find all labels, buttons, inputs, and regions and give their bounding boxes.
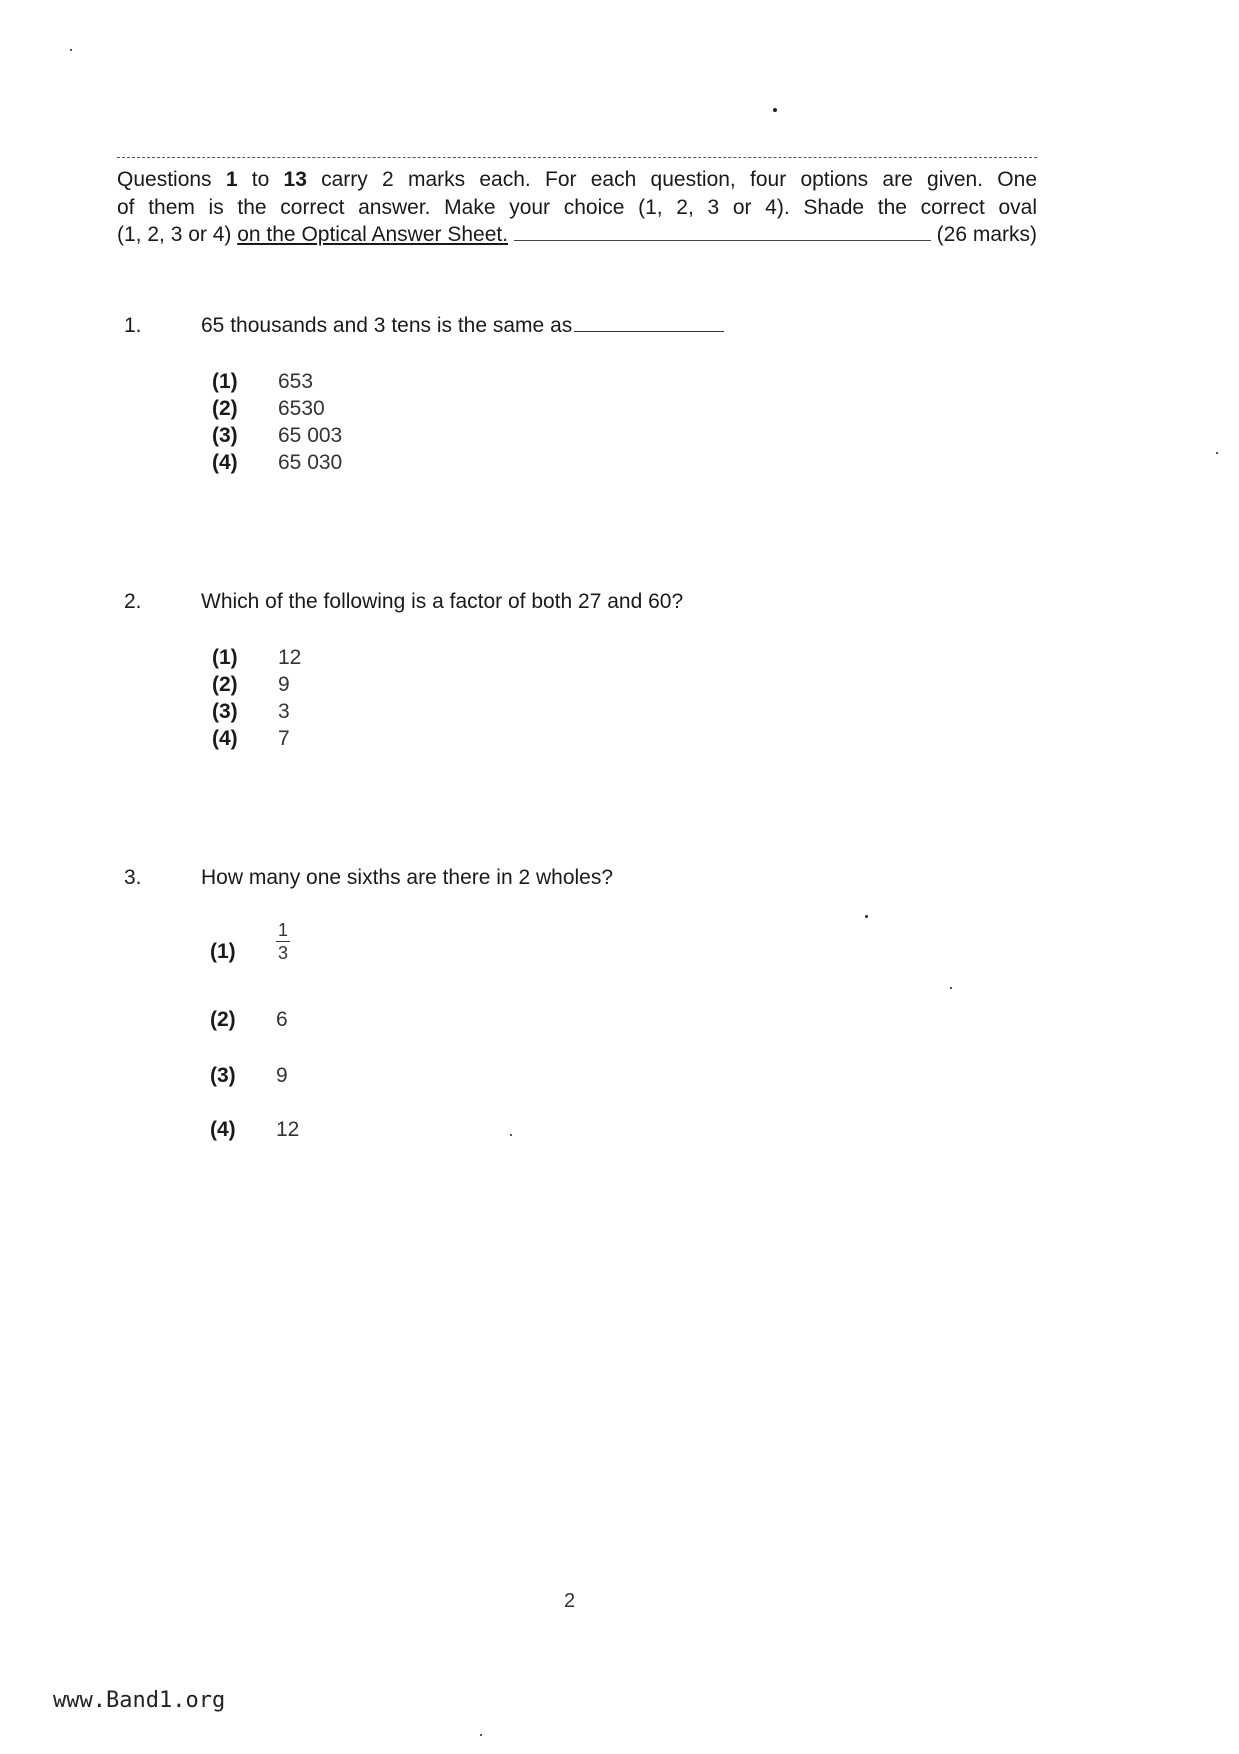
fill-rule xyxy=(514,240,931,241)
instructions-block xyxy=(117,157,1037,249)
instructions-line-2: of them is the correct answer. Make your choice (1, 2, 3 or 4). Shade the correct oval xyxy=(117,195,1037,219)
scan-speck xyxy=(510,1134,512,1136)
question-text xyxy=(201,314,724,338)
option-value: 9 xyxy=(278,673,290,696)
fraction-value xyxy=(276,920,290,963)
scan-speck xyxy=(1216,452,1218,454)
fraction-bar xyxy=(276,941,290,942)
instructions-bold-number: 13 xyxy=(283,168,307,191)
option-label: (3) xyxy=(210,1064,236,1087)
option-value: 7 xyxy=(278,727,290,750)
option-label: (4) xyxy=(210,1118,236,1141)
option-value: 6530 xyxy=(278,397,325,420)
instructions-underlined-text: on the Optical Answer Sheet. xyxy=(237,223,509,246)
option-label: (4) xyxy=(212,727,238,750)
scan-speck xyxy=(70,49,72,51)
option-value: 12 xyxy=(276,1118,300,1141)
top-rule xyxy=(117,157,1037,158)
option-label: (3) xyxy=(212,700,238,723)
instructions-line-3 xyxy=(117,221,1037,249)
option-label: (1) xyxy=(212,646,238,669)
instructions-text: (1, 2, 3 or 4) xyxy=(117,223,238,246)
option-value: 6 xyxy=(276,1008,288,1031)
option-label: (3) xyxy=(212,424,238,447)
marks-label: (26 marks) xyxy=(936,223,1037,246)
option-value: 653 xyxy=(278,370,314,393)
instructions-text: carry 2 marks each. For each question, four options are given. One xyxy=(306,168,1037,191)
scan-speck xyxy=(480,1734,482,1736)
option-value: 65 030 xyxy=(278,451,343,474)
scan-speck xyxy=(865,915,868,918)
fraction-denominator: 3 xyxy=(277,943,288,963)
fraction-numerator: 1 xyxy=(277,920,288,940)
instructions-text: Questions xyxy=(117,168,226,191)
question-number: 3. xyxy=(124,866,142,889)
option-value: 3 xyxy=(278,700,290,723)
option-label: (2) xyxy=(210,1008,236,1031)
scan-speck xyxy=(773,108,777,112)
option-value: 12 xyxy=(278,646,302,669)
option-label: (2) xyxy=(212,397,238,420)
answer-blank xyxy=(574,330,724,332)
option-label: (1) xyxy=(210,940,236,963)
instructions-line-1 xyxy=(117,166,1037,194)
option-label: (4) xyxy=(212,451,238,474)
instructions-text: to xyxy=(237,168,284,191)
question-text-content: 65 thousands and 3 tens is the same as xyxy=(201,314,573,337)
option-value: 65 003 xyxy=(278,424,343,447)
option-label: (1) xyxy=(212,370,238,393)
option-label: (2) xyxy=(212,673,238,696)
instructions-bold-number: 1 xyxy=(225,168,238,191)
footer-website: www.Band1.org xyxy=(53,1688,226,1713)
scan-speck xyxy=(950,987,952,989)
option-value: 9 xyxy=(276,1064,288,1087)
question-number: 1. xyxy=(124,314,142,337)
question-number: 2. xyxy=(124,590,142,613)
page-number: 2 xyxy=(564,1590,576,1612)
question-text: How many one sixths are there in 2 wholes? xyxy=(201,866,614,889)
question-text: Which of the following is a factor of both 27 and 60? xyxy=(201,590,684,613)
instructions-text xyxy=(117,221,508,249)
